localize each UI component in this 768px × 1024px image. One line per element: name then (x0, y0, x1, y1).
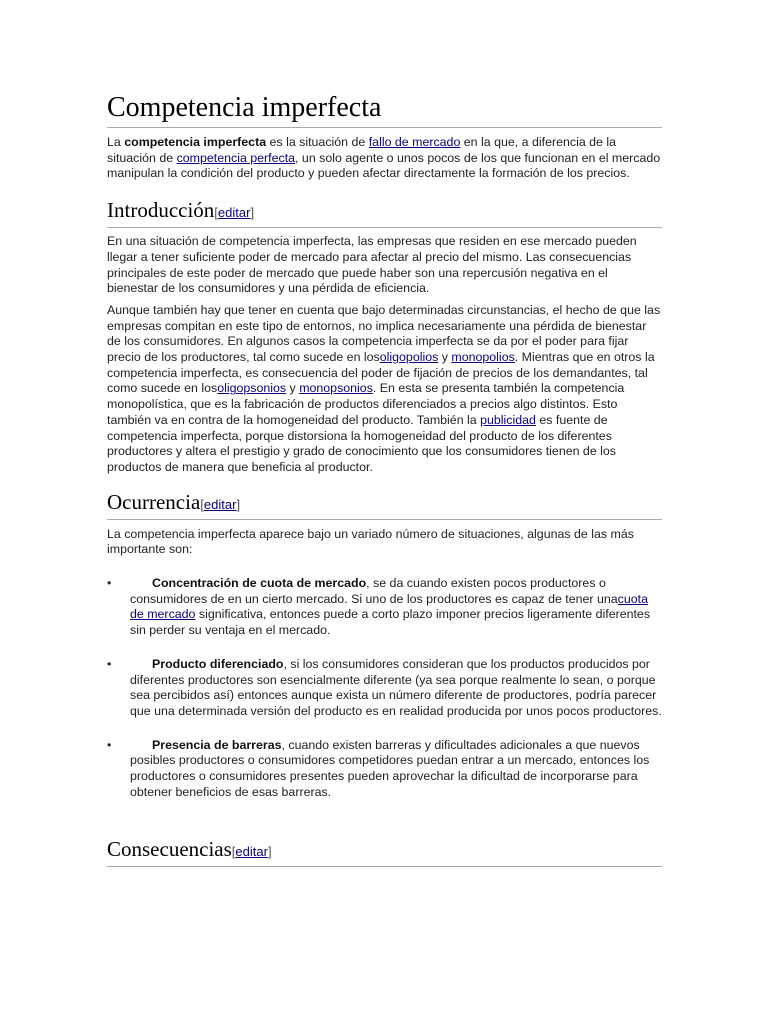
lede-text-2: es la situación de (266, 135, 369, 149)
list-item-body-1: , se da cuando existen pocos productores o consumidores de en un cierto mercado. Si uno de los productores es capaz de tener una (130, 576, 618, 606)
link-fallo-de-mercado[interactable]: fallo de mercado (368, 135, 461, 149)
intro-p2-text-2: y (438, 350, 452, 365)
link-oligopolios[interactable]: oligopolios (379, 350, 439, 365)
heading-text: Consecuencias (107, 836, 232, 861)
section-heading-consecuencias (107, 837, 662, 867)
list-item-text (130, 657, 662, 720)
lede-text-1: La (107, 135, 125, 149)
edit-section-link-wrapper: [editar] (200, 496, 241, 512)
edit-link-consecuencias[interactable]: editar (235, 843, 268, 859)
list-item-term: Concentración de cuota de mercado (152, 576, 367, 591)
intro-p2-text-4: y (286, 381, 300, 396)
list-item-term: Presencia de barreras (152, 737, 282, 752)
bullet-icon: • (107, 576, 112, 591)
bullet-icon: • (107, 737, 112, 752)
section-heading-introduccion (107, 198, 662, 228)
edit-section-link-wrapper: [editar] (231, 843, 272, 859)
link-publicidad[interactable]: publicidad (480, 412, 536, 427)
link-competencia-perfecta[interactable]: competencia perfecta (176, 150, 296, 165)
ocurrencia-list (107, 576, 662, 800)
intro-p2-text-1: Aunque también hay que tener en cuenta que bajo determinadas circunstancias, el hecho de que las empresas compitan en este tipo de entornos, no implica necesariamente una pérdida de bienestar de los consumidores. En algunos casos la competencia imperfecta se da por el poder para fijar precio de los productores, tal como sucede en los (107, 302, 661, 365)
intro-p2-text-5: . En esta se presenta también la competencia monopolística, que es la fabricación de productos diferenciados a precios algo distintos. Esto también va en contra de la homogeneidad del producto. También la (107, 381, 625, 427)
intro-p2-text-3: . Mientras que en otros la competencia imperfecta, es consecuencia del poder de fijación de precios de los demandantes, tal como sucede en los (107, 350, 655, 396)
list-item (107, 576, 662, 639)
intro-paragraph-2 (107, 303, 662, 476)
lede-bold-term: competencia imperfecta (124, 135, 267, 149)
lede-text-4: , un solo agente o unos pocos de los que funcionan en el mercado manipulan la condición del producto y pueden afectar directamente la formación de los precios. (107, 150, 661, 181)
link-monopsonios[interactable]: monopsonios (299, 381, 373, 396)
intro-paragraph-1: En una situación de competencia imperfecta, las empresas que residen en ese mercado pueden llegar a tener suficiente poder de mercado para afectar al precio del mismo. Las consecuencias principales de este poder de mercado que puede haber son una repercusión negativa en el bienestar de los consumidores y una pérdida de eficiencia. (107, 234, 637, 296)
intro-p2-text-6: es fuente de competencia imperfecta, porque distorsiona la homogeneidad del producto de los diferentes productores y altera el prestigio y grado de conocimiento que los consumidores tienen de los productos de manera que beneficia al productor. (107, 412, 616, 474)
page-title: Competencia imperfecta (107, 92, 662, 128)
lede-text-3: en la que, a diferencia de la situación de (107, 135, 617, 165)
list-item-body-1: , cuando existen barreras y dificultades adicionales a que nuevos posibles productores o consumidores competidores puedan entrar a un mercado, entonces los productores o consumidores presentes pueden aprovechar la dificultad de incorporarse para obtener beneficios de esas barreras. (130, 737, 650, 799)
edit-link-introduccion[interactable]: editar (217, 205, 251, 221)
list-item-text (130, 576, 662, 639)
link-monopolios[interactable]: monopolios (451, 350, 515, 365)
link-oligopsonios[interactable]: oligopsonios (217, 381, 287, 396)
heading-text: Introducción (107, 198, 215, 223)
heading-text: Ocurrencia (107, 489, 201, 514)
list-item (107, 738, 662, 801)
list-item-body-1: , si los consumidores consideran que los productos producidos por diferentes productores son esencialmente diferente (ya sea porque realmente lo sean, o porque sea percibidos así) entonces aunque exista un número diferente de productores, podría parecer que una determinada versión del producto es en realidad producida por unos pocos productores. (130, 656, 662, 718)
lede-paragraph (107, 135, 662, 182)
bullet-icon: • (107, 656, 112, 671)
list-item-term: Producto diferenciado (152, 656, 284, 671)
edit-link-ocurrencia[interactable]: editar (203, 496, 237, 512)
list-item-body-2: significativa, entonces puede a corto plazo imponer precios ligeramente diferentes sin perder su ventaja en el mercado. (130, 607, 651, 638)
list-item (107, 657, 662, 720)
article-content (107, 92, 662, 867)
link-cuota-de-mercado[interactable]: cuota de mercado (130, 591, 648, 622)
section-heading-ocurrencia (107, 490, 662, 520)
list-item-text (130, 738, 662, 801)
ocurrencia-paragraph: La competencia imperfecta aparece bajo un variado número de situaciones, algunas de las más importante son: (107, 526, 634, 557)
edit-section-link-wrapper: [editar] (214, 205, 255, 221)
